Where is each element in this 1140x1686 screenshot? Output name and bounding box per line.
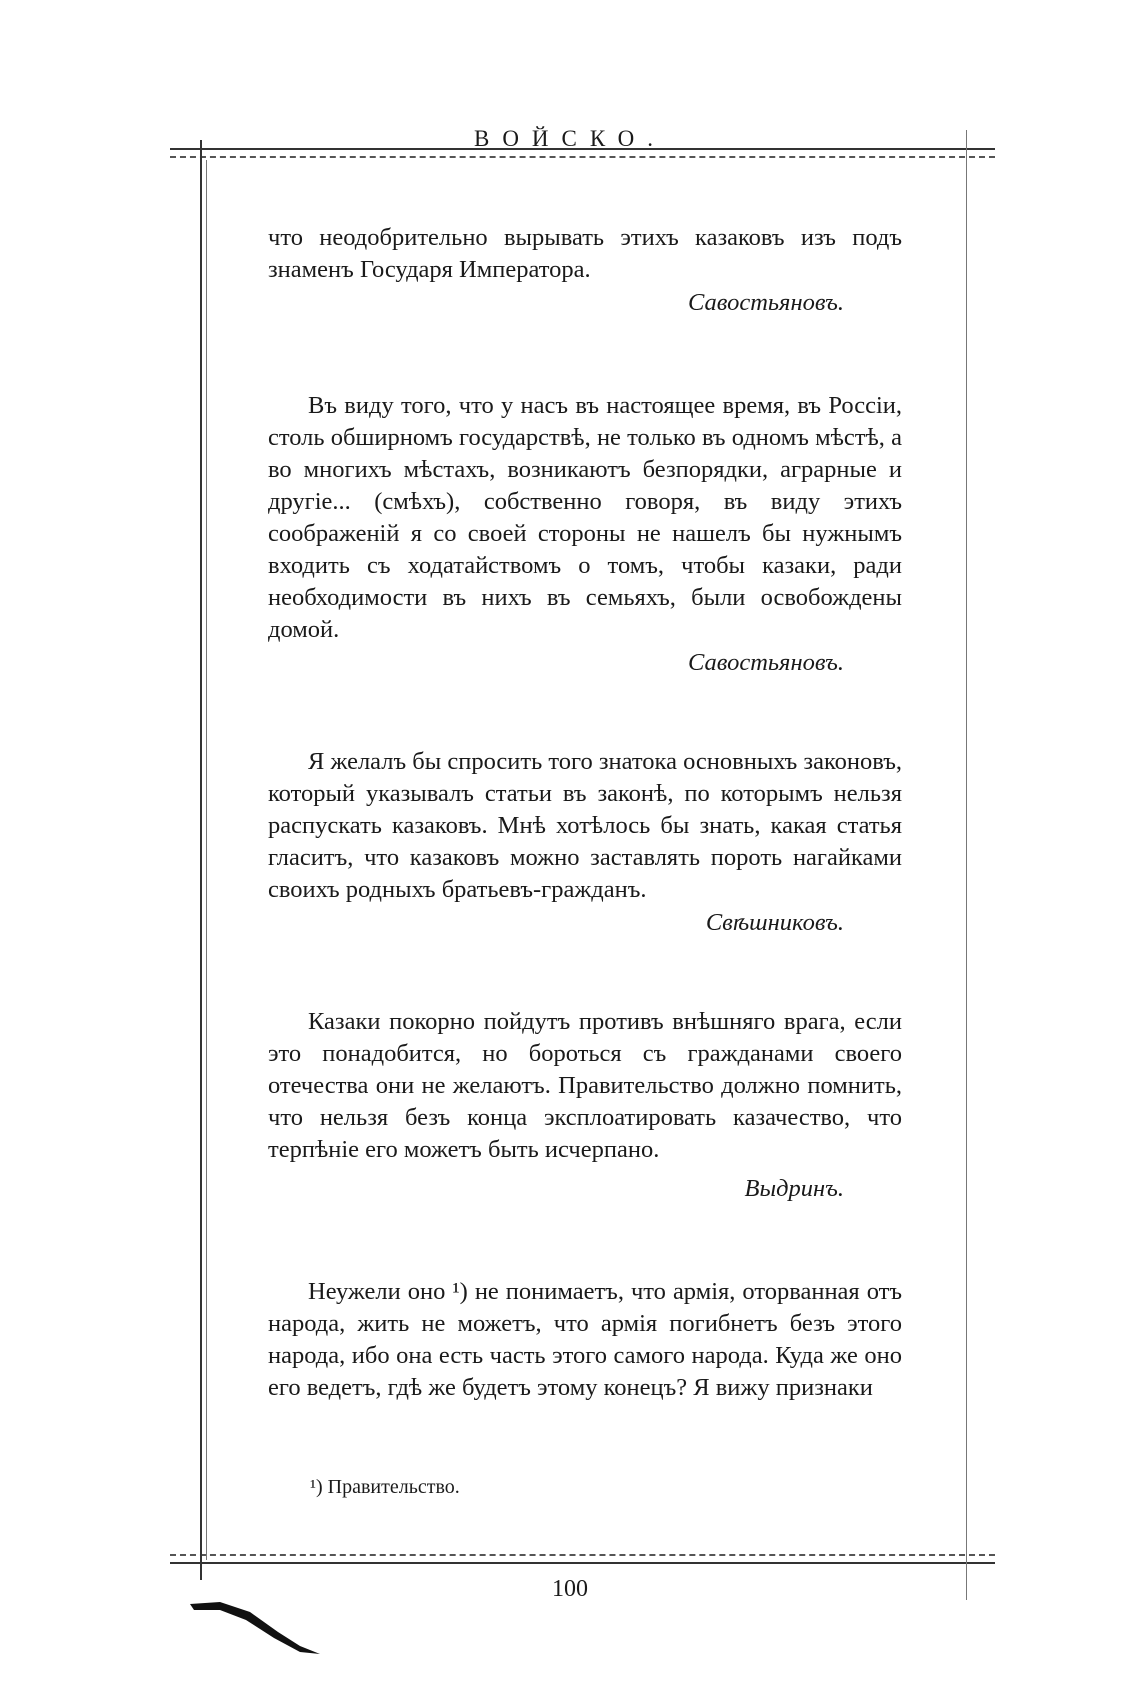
page-number: 100 xyxy=(552,1576,588,1602)
ink-smudge-mark xyxy=(190,1598,330,1658)
paragraph-3: Я желалъ бы спросить того знатока основныхъ законовъ, который указывалъ статьи въ законѣ, по которымъ нельзя распускать казаковъ. Мнѣ хотѣлось бы знать, какая статья гласитъ, что казаковъ можно заставлять пороть нагайками своихъ родныхъ братьевъ-гражданъ. xyxy=(268,748,902,903)
paragraph-4: Казаки покорно пойдутъ противъ внѣшняго врага, если это понадобится, но бороться съ гражданами своего отечества они не желаютъ. Правительство должно помнить, что нельзя безъ конца эксплоатировать казачество, что терпѣніе его можетъ быть исчерпано. xyxy=(268,1008,902,1163)
running-title: ВОЙСКО. xyxy=(473,126,667,151)
bottom-rule xyxy=(170,1562,995,1564)
paragraph-5: Неужели оно ¹) не понимаетъ, что армія, оторванная отъ народа, жить не можетъ, что армія погибнетъ безъ этого народа, ибо она есть часть этого самого народа. Куда же оно его ведетъ, гдѣ же будетъ этому конецъ? Я вижу признаки xyxy=(268,1278,902,1401)
signature-3: Свѣшниковъ. xyxy=(705,909,844,936)
paragraph-2: Въ виду того, что у насъ въ настоящее время, въ Россіи, столь обширномъ государствѣ, не только въ одномъ мѣстѣ, а во многихъ мѣстахъ, возникаютъ безпорядки, аграрные и другіе... (смѣхъ), собственно говоря, въ виду этихъ соображеній я со своей стороны не нашелъ бы нужнымъ входить съ ходатайствомъ о томъ, чтобы казаки, ради необходимости въ нихъ въ семьяхъ, были освобождены домой. xyxy=(268,392,902,643)
right-frame-line xyxy=(966,130,967,1600)
top-rule-dashed xyxy=(170,156,995,158)
page-body xyxy=(268,222,902,1404)
signature-4: Выдринъ. xyxy=(744,1175,844,1202)
signature-2: Савостьяновъ. xyxy=(688,649,844,676)
paragraph-1: что неодобрительно вырывать этихъ казаковъ изъ подъ знаменъ Государя Императора. xyxy=(268,224,902,283)
left-frame-line-inner xyxy=(206,160,207,1560)
footnote: ¹) Правительство. xyxy=(310,1476,460,1498)
signature-1: Савостьяновъ. xyxy=(688,289,844,316)
bottom-rule-dashed xyxy=(170,1554,995,1556)
left-frame-line xyxy=(200,140,202,1580)
